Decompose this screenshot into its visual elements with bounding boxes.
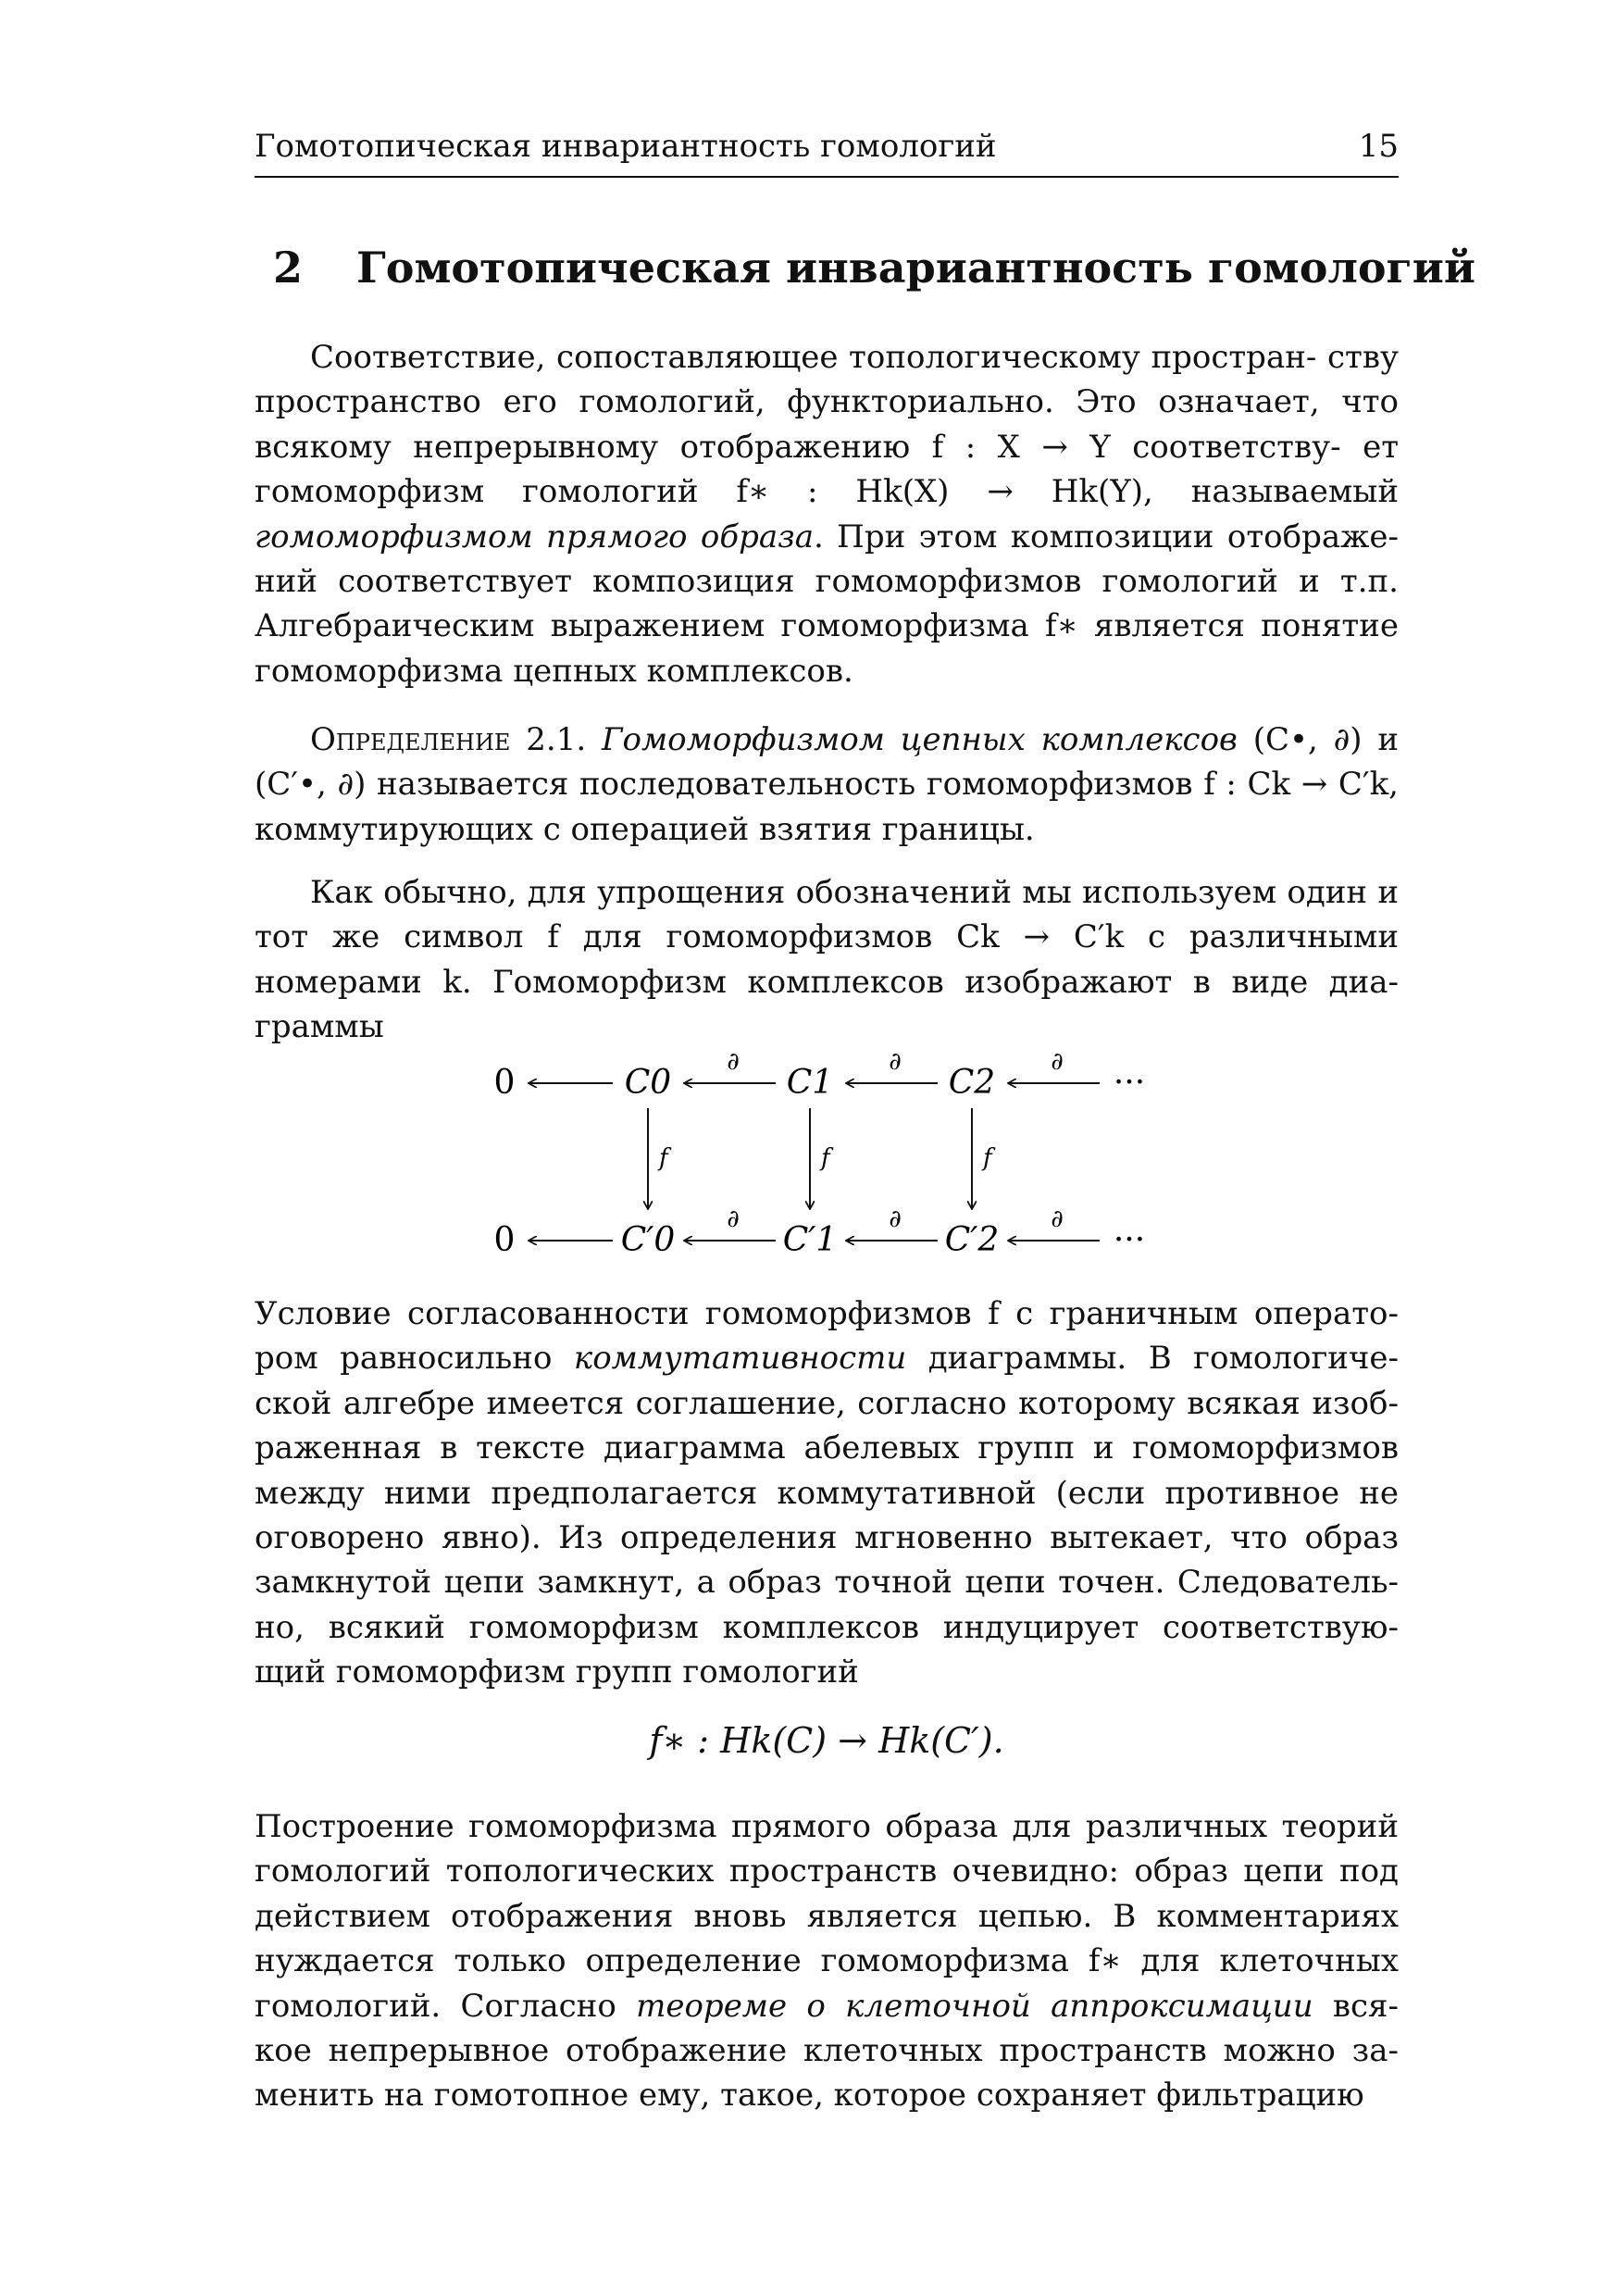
text-line: ет гомоморфизм гомологий f∗ : Hk(X) → Hk(Y), называемый xyxy=(255,428,1400,511)
commutative-diagram xyxy=(481,1042,1166,1273)
emphasized-term: гомоморфизмом прямого образа xyxy=(255,518,814,555)
boundary-label: ∂ xyxy=(1051,1048,1064,1076)
paragraph-intro xyxy=(255,335,1399,693)
top-c1: C1 xyxy=(786,1064,834,1102)
text-line: Соответствие, сопоставляющее топологическому простран- xyxy=(310,339,1317,376)
text-line: что всякому непрерывному отображению f : X → Y соответству- xyxy=(255,383,1399,466)
text-line: щий гомоморфизм групп гомологий xyxy=(255,1653,859,1691)
text-line: но, всякий гомоморфизм комплексов индуцирует соответствую- xyxy=(255,1608,1399,1646)
boundary-label: ∂ xyxy=(889,1048,902,1076)
emphasized-term: коммутативности xyxy=(573,1340,907,1378)
f-label: f xyxy=(659,1144,668,1172)
text-line: ром равносильно xyxy=(255,1340,574,1378)
definition-block xyxy=(255,718,1399,852)
f-label: f xyxy=(821,1144,830,1172)
f-label: f xyxy=(983,1144,992,1172)
text-line: ний соответствует композиция гомоморфизмов гомологий и т.п. xyxy=(255,563,1399,601)
horizontal-arrows xyxy=(529,1083,1100,1241)
boundary-label: ∂ xyxy=(727,1048,740,1076)
paragraph-notation xyxy=(255,870,1399,1050)
boundary-label: ∂ xyxy=(1051,1205,1064,1233)
text-line: раженная в тексте диаграмма абелевых групп и гомоморфизмов xyxy=(255,1429,1399,1467)
vertical-arrows xyxy=(648,1108,972,1208)
running-title: Гомотопическая инвариантность гомологий xyxy=(255,128,997,165)
paragraph-cellular xyxy=(255,1804,1399,2118)
top-zero: 0 xyxy=(493,1064,516,1102)
text-line: Условие согласованности гомоморфизмов f с граничным операто- xyxy=(255,1295,1399,1332)
bottom-zero: 0 xyxy=(493,1221,516,1259)
bottom-c1: C′1 xyxy=(782,1221,838,1259)
text-line: оговорено явно). Из определения мгновенно вытекает, что образ xyxy=(255,1519,1399,1557)
paragraph-commutativity xyxy=(255,1292,1399,1695)
text-line: граммы xyxy=(255,1008,384,1046)
section-heading xyxy=(273,243,1475,293)
boundary-labels xyxy=(727,1048,1063,1233)
bottom-dots: ··· xyxy=(1113,1221,1146,1259)
display-formula: f∗ : Hk(C) → Hk(C′). xyxy=(649,1720,1004,1761)
bottom-c2: C′2 xyxy=(944,1221,1000,1259)
text-line: ству пространство его гомологий, функториально. Это означает, xyxy=(255,339,1399,421)
page-number: 15 xyxy=(1358,128,1399,165)
text-line: действием отображения вновь является цепью. В комментариях xyxy=(255,1897,1399,1935)
vertical-labels xyxy=(657,1144,996,1172)
boundary-label: ∂ xyxy=(889,1205,902,1233)
top-dots: ··· xyxy=(1113,1064,1146,1102)
text-line: нуждается только определение гомоморфизма f∗ для клеточных xyxy=(255,1942,1399,1980)
text-line: и тот же символ f для гомоморфизмов Ck → C′k с различными xyxy=(255,874,1399,956)
text-line: диаграммы. В гомологиче- xyxy=(906,1340,1400,1378)
definition-term: Гомоморфизмом цепных комплексов xyxy=(601,721,1238,758)
text-line: f : Ck → C′k, коммутирующих с операцией взятия границы. xyxy=(255,766,1399,848)
running-header xyxy=(255,128,1399,178)
text-line: номерами k. Гомоморфизм комплексов изображают в виде диа- xyxy=(255,963,1399,1001)
top-c2: C2 xyxy=(948,1064,996,1102)
text-line: между ними предполагается коммутативной (если противное не xyxy=(255,1474,1399,1512)
text-line: менить на гомотопное ему, такое, которое сохраняет фильтрацию xyxy=(255,2077,1364,2115)
text-line: Алгебраическим выражением гомоморфизма f∗ является понятие xyxy=(255,607,1399,645)
text-line: ской алгебре имеется соглашение, согласно которому всякая изоб- xyxy=(255,1384,1399,1422)
text-line: (C•, ∂) и (C′•, ∂) называется последовательность гомоморфизмов xyxy=(255,721,1400,804)
text-line: замкнутой цепи замкнут, а образ точной цепи точен. Следователь- xyxy=(255,1564,1399,1602)
text-line: кое непрерывное отображение клеточных пространств можно за- xyxy=(255,2032,1399,2070)
emphasized-term: теореме о клеточной аппроксимации xyxy=(636,1987,1313,2025)
bottom-c0: C′0 xyxy=(620,1221,676,1259)
boundary-label: ∂ xyxy=(727,1205,740,1233)
text-line: Построение гомоморфизма прямого образа для различных теорий xyxy=(255,1808,1399,1845)
definition-label: Определение 2.1. xyxy=(310,721,587,758)
section-number: 2 xyxy=(273,243,304,293)
text-line: . При этом композиции отображе- xyxy=(813,518,1399,555)
text-line: вся- xyxy=(1313,1987,1399,2025)
text-line: гомоморфизма цепных комплексов. xyxy=(255,652,853,690)
text-line: Как обычно, для упрощения обозначений мы используем один xyxy=(310,874,1368,911)
text-line: гомологий топологических пространств очевидно: образ цепи под xyxy=(255,1853,1399,1890)
section-title: Гомотопическая инвариантность гомологий xyxy=(356,243,1475,293)
top-c0: C0 xyxy=(624,1064,672,1102)
text-line: гомологий. Согласно xyxy=(255,1987,637,2025)
